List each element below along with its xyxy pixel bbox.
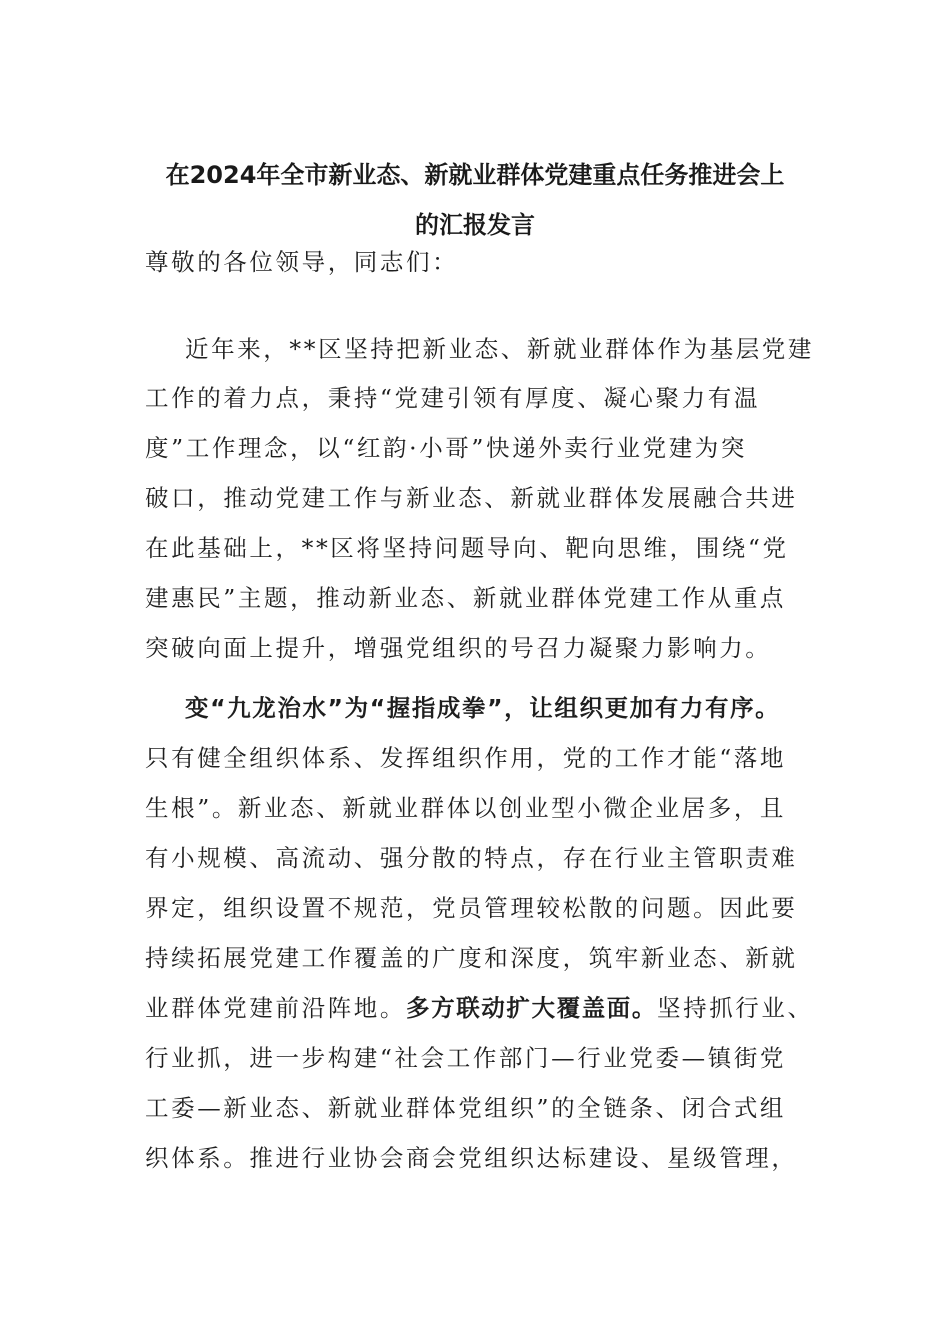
document-title-line1: 在2024年全市新业态、新就业群体党建重点任务推进会上 [165, 161, 785, 189]
document-title-line2: 的汇报发言 [415, 211, 535, 239]
paragraph-line: 在此基础上，**区将坚持问题导向、靶向思维，围绕“党 [145, 534, 789, 562]
paragraph-line: 建惠民”主题，推动新业态、新就业群体党建工作从重点 [145, 584, 787, 612]
paragraph-line: 行业抓，进一步构建“社会工作部门—行业党委—镇街党 [145, 1044, 787, 1072]
paragraph-line: 度”工作理念，以“红韵·小哥”快递外卖行业党建为突 [145, 434, 748, 462]
subheading-inline: 多方联动扩大覆盖面。 [406, 994, 657, 1022]
paragraph-line: 持续拓展党建工作覆盖的广度和深度，筑牢新业态、新就 [145, 944, 798, 972]
paragraph-text: 业群体党建前沿阵地。 [145, 994, 406, 1022]
paragraph-line: 突破向面上提升，增强党组织的号召力凝聚力影响力。 [145, 634, 772, 662]
paragraph-line: 工委—新业态、新就业群体党组织”的全链条、闭合式组 [145, 1094, 787, 1122]
paragraph-line: 工作的着力点，秉持“党建引领有厚度、凝心聚力有温 [145, 384, 760, 412]
paragraph-line: 界定，组织设置不规范，党员管理较松散的问题。因此要 [145, 894, 798, 922]
paragraph-line: 破口，推动党建工作与新业态、新就业群体发展融合共进 [145, 484, 798, 512]
paragraph-line: 生根”。新业态、新就业群体以创业型小微企业居多，且 [145, 794, 787, 822]
salutation: 尊敬的各位领导，同志们： [145, 248, 459, 276]
paragraph-line [145, 990, 814, 1026]
paragraph-line: 织体系。推进行业协会商会党组织达标建设、星级管理， [145, 1144, 798, 1172]
section-heading: 变“九龙治水”为“握指成拳”，让组织更加有力有序。 [185, 694, 781, 722]
paragraph-line: 只有健全组织体系、发挥组织作用，党的工作才能“落地 [145, 744, 787, 772]
paragraph-line: 近年来，**区坚持把新业态、新就业群体作为基层党建 [185, 335, 814, 363]
paragraph-line: 有小规模、高流动、强分散的特点，存在行业主管职责难 [145, 844, 798, 872]
paragraph-text: 坚持抓行业、 [657, 994, 814, 1022]
